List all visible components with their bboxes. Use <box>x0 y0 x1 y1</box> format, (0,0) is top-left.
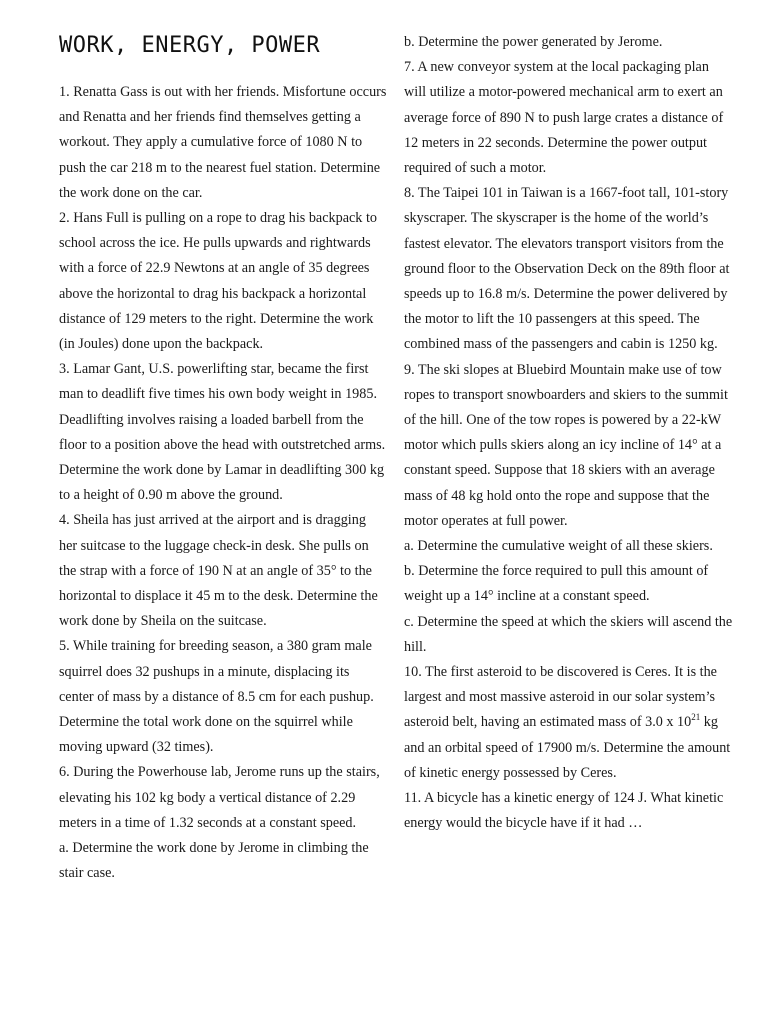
question-9b: b. Determine the force required to pull this amount of weight up a 14° incline at a constant speed. <box>404 563 709 605</box>
left-column <box>59 80 387 887</box>
question-2: 2. Hans Full is pulling on a rope to drag his backpack to school across the ice. He pulls upwards and rightwards with a force of 22.9 Newtons at an angle of 35 degrees above the horizontal to drag his backpack a horizontal distance of 129 meters to the right. Determine the work (in Joules) done upon the backpack. <box>59 210 377 353</box>
question-6a: a. Determine the work done by Jerome in climbing the stair case. <box>59 840 369 882</box>
question-10-text-after: kg and an orbital speed of 17900 m/s. Determine the amount of kinetic energy possessed by Ceres. <box>404 714 731 781</box>
question-10-exponent: 21 <box>691 712 701 723</box>
question-9: 9. The ski slopes at Bluebird Mountain make use of tow ropes to transport snowboarders and skiers to the summit of the hill. One of the tow ropes is powered by a 22-kW motor which pulls skiers along an icy incline of 14° at a constant speed. Suppose that 18 skiers with an average mass of 48 kg hold onto the rope and suppose that the motor operates at full power. <box>404 361 728 529</box>
question-1: 1. Renatta Gass is out with her friends. Misfortune occurs and Renatta and her friends find themselves getting a workout. They apply a cumulative force of 1080 N to push the car 218 m to the nearest fuel station. Determine the work done on the car. <box>59 84 387 201</box>
right-column <box>404 30 734 837</box>
question-8: 8. The Taipei 101 in Taiwan is a 1667-foot tall, 101-story skyscraper. The skyscraper is the home of the world’s fastest elevator. The elevators transport visitors from the ground floor to the Observation Deck on the 89th floor at speeds up to 16.8 m/s. Determine the power delivered by the motor to lift the 10 passengers at this speed. The combined mass of the passengers and cabin is 1250 kg. <box>404 185 730 353</box>
question-4: 4. Sheila has just arrived at the airport and is dragging her suitcase to the luggage check-in desk. She pulls on the strap with a force of 190 N at an angle of 35° to the horizontal to displace it 45 m to the desk. Determine the work done by Sheila on the suitcase. <box>59 512 378 630</box>
question-10 <box>404 660 734 786</box>
question-9c: c. Determine the speed at which the skiers will ascend the hill. <box>404 613 733 655</box>
question-6: 6. During the Powerhouse lab, Jerome runs up the stairs, elevating his 102 kg body a vertical distance of 2.29 meters in a time of 1.32 seconds at a constant speed. <box>59 764 380 831</box>
question-11: 11. A bicycle has a kinetic energy of 124 J. What kinetic energy would the bicycle have if it had … <box>404 790 724 832</box>
question-5: 5. While training for breeding season, a 380 gram male squirrel does 32 pushups in a minute, displacing its center of mass by a distance of 8.5 cm for each pushup. Determine the total work done on the squirrel while moving upward (32 times). <box>59 638 374 756</box>
question-7: 7. A new conveyor system at the local packaging plan will utilize a motor-powered mechanical arm to exert an average force of 890 N to push large crates a distance of 12 meters in 22 seconds. Determine the power output required of such a motor. <box>404 59 724 177</box>
page-title: WORK, ENERGY, POWER <box>59 33 321 58</box>
question-6b: b. Determine the power generated by Jerome. <box>404 34 663 50</box>
question-3: 3. Lamar Gant, U.S. powerlifting star, became the first man to deadlift five times his own body weight in 1985. Deadlifting involves raising a loaded barbell from the floor to a position above the head with outstretched arms. Determine the work done by Lamar in deadlifting 300 kg to a height of 0.90 m above the ground. <box>59 361 386 504</box>
question-9a: a. Determine the cumulative weight of all these skiers. <box>404 538 713 555</box>
question-10-text-before: 10. The first asteroid to be discovered is Ceres. It is the largest and most massive asteroid in our solar system’s asteroid belt, having an estimated mass of 3.0 x 10 <box>404 664 717 731</box>
